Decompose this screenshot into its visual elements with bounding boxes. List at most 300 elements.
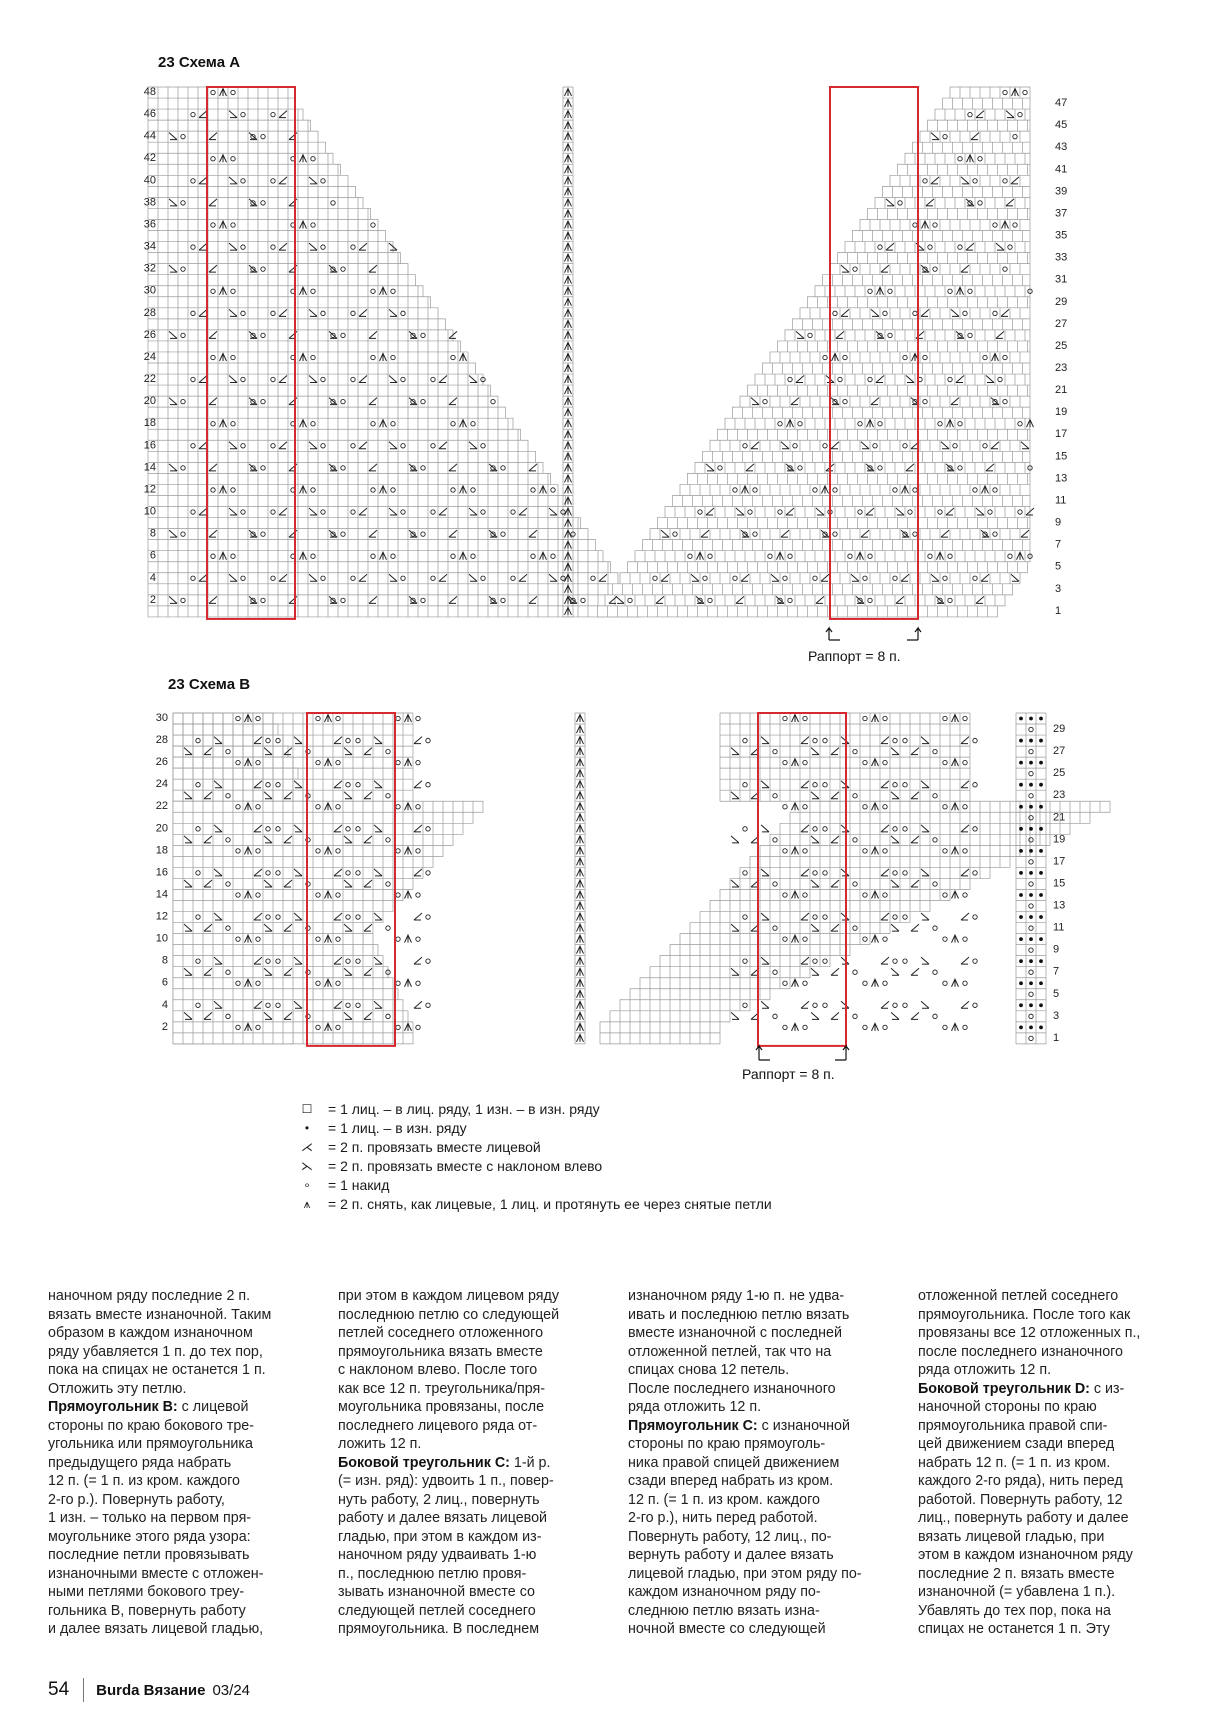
k2tog-icon	[881, 1001, 889, 1008]
text-line	[628, 1509, 890, 1528]
double-decrease-icon	[577, 869, 584, 877]
double-decrease-icon	[577, 726, 584, 734]
k2tog-icon	[881, 781, 889, 788]
text-span: п., последнюю петлю провя-	[338, 1565, 527, 1582]
text-line	[918, 1528, 1180, 1547]
text-span: этом в каждом изнаночном ряду	[918, 1547, 1133, 1563]
text-line	[48, 1380, 310, 1399]
yarn-over-icon	[903, 1003, 907, 1007]
yarn-over-icon	[973, 915, 977, 919]
text-span: последнюю петлю со следующей	[338, 1306, 560, 1323]
double-decrease-icon	[565, 431, 572, 439]
row-number: 5	[1053, 987, 1060, 1000]
text-span: стороны по краю бокового тре-	[48, 1417, 254, 1434]
yarn-over-icon	[893, 959, 897, 963]
row-number: 17	[1053, 855, 1066, 868]
row-number: 1	[1055, 604, 1062, 617]
text-line	[918, 1454, 1180, 1473]
double-decrease-icon	[565, 177, 572, 185]
row-number: 26	[155, 756, 168, 769]
row-number: 36	[143, 218, 156, 231]
double-decrease-icon	[565, 387, 572, 395]
double-decrease-icon	[565, 353, 572, 361]
purl-dot-icon	[1029, 1025, 1033, 1029]
k2tog-icon	[831, 968, 839, 975]
purl-dot-icon	[1039, 717, 1043, 721]
row-number: 23	[1053, 789, 1066, 802]
double-decrease-icon	[565, 155, 572, 163]
page-footer	[48, 1678, 250, 1702]
yarn-over-icon	[396, 760, 400, 764]
k2tog-icon	[801, 781, 809, 788]
section-heading: Прямоугольник С:	[628, 1417, 758, 1434]
double-decrease-icon	[405, 979, 412, 987]
text-line	[48, 1546, 310, 1565]
row-number: 3	[1053, 1009, 1060, 1022]
chart-b-title: 23 Схема В	[168, 676, 251, 693]
yarn-over-icon	[416, 981, 420, 985]
text-line	[628, 1361, 890, 1380]
text-span: работу и далее вязать лицевой	[338, 1510, 548, 1526]
yarn-over-icon	[416, 716, 420, 720]
rapport-arrow-right	[907, 628, 921, 640]
row-number: 2	[161, 1020, 168, 1033]
text-span: ряда отложить 12 п.	[918, 1362, 1052, 1378]
k2tog-icon	[831, 1012, 839, 1019]
yarn-over-icon	[863, 760, 867, 764]
double-decrease-icon	[565, 442, 572, 450]
text-span: сзади вперед набрать из кром.	[628, 1473, 834, 1489]
k2tog-icon	[364, 792, 372, 799]
purl-dot-icon	[1039, 981, 1043, 985]
issue-number: 03/24	[212, 1681, 251, 1699]
purl-dot-icon	[1029, 717, 1033, 721]
text-line	[628, 1398, 890, 1417]
double-decrease-icon	[577, 792, 584, 800]
text-span: ника правой спицей движением	[628, 1454, 840, 1471]
text-span: моугольнике этого ряда узора:	[48, 1528, 251, 1545]
text-span: 2-го р.), нить перед работой.	[628, 1510, 818, 1526]
text-span: провязаны все 12 отложенных п.,	[918, 1325, 1141, 1341]
yarn-over-icon	[803, 1025, 807, 1029]
yarn-over-icon	[1029, 882, 1033, 886]
row-number: 4	[161, 998, 168, 1011]
yarn-over-icon	[1029, 1014, 1033, 1018]
text-line	[628, 1472, 890, 1491]
text-line	[918, 1472, 1180, 1491]
text-line	[918, 1435, 1180, 1454]
double-decrease-icon	[565, 199, 572, 207]
text-span: Отложить эту петлю.	[48, 1380, 187, 1397]
row-number: 14	[155, 888, 168, 901]
text-line	[48, 1565, 310, 1584]
row-number: 16	[143, 439, 156, 452]
text-line	[338, 1398, 600, 1417]
double-decrease-icon	[565, 409, 572, 417]
purl-dot-icon	[1019, 1003, 1023, 1007]
purl-dot-icon	[1019, 827, 1023, 831]
purl-dot-icon	[1019, 783, 1023, 787]
text-line	[48, 1306, 310, 1325]
k2tog-icon	[334, 737, 342, 744]
double-decrease-icon	[565, 475, 572, 483]
k2tog-icon	[881, 957, 889, 964]
k2tog-icon	[801, 737, 809, 744]
purl-dot-icon	[1019, 937, 1023, 941]
row-number: 40	[143, 174, 156, 187]
text-span: изнаночной (= убавлена 1 п.).	[918, 1584, 1116, 1600]
text-line	[48, 1509, 310, 1528]
text-line	[338, 1380, 600, 1399]
k2tog-icon	[334, 781, 342, 788]
double-decrease-icon	[952, 979, 959, 987]
row-number: 24	[155, 778, 168, 791]
text-line	[628, 1343, 890, 1362]
yarn-over-icon	[1029, 992, 1033, 996]
purl-dot-icon	[1029, 827, 1033, 831]
text-span: вернуть работу и далее вязать	[628, 1547, 834, 1563]
text-span: с лицевой	[177, 1399, 249, 1415]
k2tog-icon	[364, 748, 372, 755]
yarn-over-icon	[803, 981, 807, 985]
yarn-over-icon	[903, 738, 907, 742]
text-span: каждого 2-го ряда), нить перед	[918, 1473, 1123, 1489]
double-decrease-icon	[577, 858, 584, 866]
text-line	[918, 1491, 1180, 1510]
text-line	[918, 1546, 1180, 1565]
text-line	[918, 1380, 1180, 1399]
double-decrease-icon	[565, 100, 572, 108]
yarn-over-icon	[893, 738, 897, 742]
double-decrease-icon	[577, 1012, 584, 1020]
yarn-over-icon	[386, 749, 390, 753]
text-line	[338, 1417, 600, 1436]
text-line	[338, 1546, 600, 1565]
yarn-over-icon	[893, 1003, 897, 1007]
legend-text: = 1 накид	[328, 1177, 390, 1193]
text-span: цей движением сзади вперед	[918, 1436, 1115, 1452]
yarn-over-icon	[903, 959, 907, 963]
double-decrease-icon	[405, 891, 412, 899]
purl-dot-icon	[1039, 805, 1043, 809]
row-number: 6	[149, 549, 156, 562]
row-number: 10	[143, 505, 156, 518]
double-decrease-icon	[577, 913, 584, 921]
row-number: 9	[1053, 943, 1060, 956]
row-number: 33	[1055, 251, 1068, 264]
purl-dot-icon	[1029, 783, 1033, 787]
ssk-icon	[811, 1012, 819, 1019]
purl-dot-icon	[1039, 959, 1043, 963]
text-line	[338, 1472, 600, 1491]
purl-dot-icon	[1029, 805, 1033, 809]
yarn-over-icon	[883, 937, 887, 941]
text-line	[628, 1583, 890, 1602]
yarn-over-icon	[883, 716, 887, 720]
text-span: каждом изнаночном ряду по-	[628, 1584, 821, 1600]
k2tog-icon	[414, 913, 422, 920]
text-column-2	[338, 1287, 600, 1639]
row-number: 48	[143, 86, 156, 98]
text-span: ными петлями бокового треу-	[48, 1584, 245, 1600]
double-decrease-icon	[565, 320, 572, 328]
double-decrease-icon	[952, 715, 959, 723]
text-span: ивать и последнюю петлю вязать	[628, 1306, 850, 1323]
double-decrease-icon	[577, 891, 584, 899]
purl-dot-icon	[1039, 783, 1043, 787]
yarn-over-icon: ∘	[303, 1178, 311, 1192]
row-number: 8	[149, 527, 156, 540]
row-number: 1	[1053, 1031, 1060, 1044]
row-number: 17	[1055, 428, 1068, 441]
purl-dot-icon	[1019, 893, 1023, 897]
double-decrease-icon	[577, 968, 584, 976]
double-decrease-icon	[577, 1023, 584, 1031]
text-span: зывать изнаночной вместе со	[338, 1584, 535, 1600]
text-line	[48, 1583, 310, 1602]
ssk-icon	[374, 737, 382, 744]
text-span: петлей соседнего отложенного	[338, 1325, 544, 1341]
purl-dot-icon	[1039, 937, 1043, 941]
row-number: 43	[1055, 141, 1068, 154]
double-decrease-icon	[577, 902, 584, 910]
text-span: спицах снова 12 петель.	[628, 1362, 790, 1378]
row-number: 12	[143, 483, 156, 496]
row-number: 18	[143, 417, 156, 430]
purl-dot-icon	[1039, 915, 1043, 919]
yarn-over-icon	[773, 749, 777, 753]
ssk-icon	[891, 748, 899, 755]
text-line	[338, 1565, 600, 1584]
text-span: (= изн. ряд): удвоить 1 п., повер-	[338, 1473, 554, 1489]
yarn-over-icon	[813, 782, 817, 786]
text-span: вместе изнаночной с последней	[628, 1325, 842, 1341]
yarn-over-icon	[943, 981, 947, 985]
row-number: 11	[1053, 921, 1065, 934]
yarn-over-icon	[346, 782, 350, 786]
text-span: наночном ряду удваивать 1-ю	[338, 1547, 537, 1563]
purl-dot-icon	[1019, 805, 1023, 809]
double-decrease-icon	[565, 221, 572, 229]
purl-dot-icon	[1019, 915, 1023, 919]
yarn-over-icon	[853, 970, 857, 974]
purl-dot-icon	[1019, 761, 1023, 765]
ssk-icon	[731, 792, 739, 799]
yarn-over-icon	[356, 738, 360, 742]
double-decrease-icon	[872, 1023, 879, 1031]
text-line	[338, 1509, 600, 1528]
double-decrease-icon	[405, 935, 412, 943]
yarn-over-icon	[803, 760, 807, 764]
purl-dot-icon	[1019, 849, 1023, 853]
text-line	[918, 1602, 1180, 1621]
section-heading: Боковой треугольник D:	[918, 1380, 1090, 1397]
dot-icon: •	[304, 1121, 310, 1135]
double-decrease-icon	[792, 803, 799, 811]
row-number: 37	[1055, 207, 1068, 220]
row-number: 19	[1053, 833, 1066, 846]
yarn-over-icon	[973, 959, 977, 963]
row-number: 16	[155, 866, 168, 879]
text-line	[48, 1472, 310, 1491]
yarn-over-icon	[973, 1003, 977, 1007]
k2tog-icon: ⋌	[301, 1140, 313, 1154]
text-column-3	[628, 1287, 890, 1639]
yarn-over-icon	[426, 915, 430, 919]
yarn-over-icon	[346, 738, 350, 742]
purl-dot-icon	[1039, 849, 1043, 853]
text-line	[48, 1454, 310, 1473]
text-line	[918, 1565, 1180, 1584]
text-span: гладью, при этом в каждом из-	[338, 1528, 542, 1545]
yarn-over-icon	[396, 937, 400, 941]
yarn-over-icon	[1029, 771, 1033, 775]
k2tog-icon	[414, 781, 422, 788]
yarn-over-icon	[1029, 1036, 1033, 1040]
purl-dot-icon	[1039, 871, 1043, 875]
text-span: наночном ряду последние 2 п.	[48, 1288, 251, 1304]
yarn-over-icon	[416, 1025, 420, 1029]
yarn-over-icon	[783, 1025, 787, 1029]
yarn-over-icon	[416, 893, 420, 897]
ssk-icon	[811, 968, 819, 975]
double-decrease-icon	[872, 759, 879, 767]
text-span: последние петли провязывать	[48, 1547, 250, 1563]
row-number: 9	[1055, 516, 1062, 529]
row-number: 29	[1055, 295, 1068, 308]
text-line	[338, 1343, 600, 1362]
legend-item	[296, 1119, 772, 1138]
text-span: с изнаночной	[757, 1417, 850, 1434]
text-line	[338, 1287, 600, 1306]
double-decrease-icon	[405, 715, 412, 723]
row-number: 35	[1055, 229, 1068, 242]
row-number: 34	[143, 240, 156, 253]
legend-item	[296, 1138, 772, 1157]
row-number: 13	[1053, 899, 1066, 912]
rapport-arrow-left	[826, 628, 840, 640]
yarn-over-icon	[396, 981, 400, 985]
double-decrease-icon	[577, 847, 584, 855]
row-number: 21	[1053, 811, 1066, 824]
yarn-over-icon	[943, 1025, 947, 1029]
text-span: при этом в каждом лицевом ряду	[338, 1288, 560, 1304]
text-line	[48, 1602, 310, 1621]
k2tog-icon	[911, 968, 919, 975]
purl-dot-icon	[1019, 1025, 1023, 1029]
double-decrease-icon	[565, 453, 572, 461]
text-line	[338, 1361, 600, 1380]
yarn-over-icon	[933, 1014, 937, 1018]
row-number: 13	[1055, 472, 1068, 485]
k2tog-icon	[831, 748, 839, 755]
row-number: 25	[1055, 339, 1068, 352]
text-span: 1-й р.	[509, 1454, 551, 1471]
text-span: прямоугольника вязать вместе	[338, 1343, 543, 1360]
text-span: моугольника провязаны, после	[338, 1399, 545, 1415]
row-number: 3	[1055, 582, 1062, 595]
chart-b-rapport-label: Раппорт = 8 п.	[742, 1066, 835, 1082]
row-number: 24	[143, 350, 156, 363]
legend-item	[296, 1195, 772, 1214]
text-line	[628, 1324, 890, 1343]
rapport-arrow-left	[756, 1046, 770, 1060]
text-span: спицах не останется 1 п. Эту	[918, 1621, 1110, 1637]
text-line	[918, 1398, 1180, 1417]
text-column-1	[48, 1287, 310, 1639]
text-line	[48, 1287, 310, 1306]
row-number: 11	[1055, 494, 1067, 507]
yarn-over-icon	[1029, 727, 1033, 731]
double-decrease-icon	[577, 825, 584, 833]
text-line	[918, 1287, 1180, 1306]
text-line	[338, 1324, 600, 1343]
legend-text: = 1 лиц. – в изн. ряду	[328, 1120, 467, 1136]
purl-dot-icon	[1039, 1025, 1043, 1029]
text-span: Повернуть работу, 12 лиц., по-	[628, 1528, 832, 1545]
double-decrease-icon	[565, 420, 572, 428]
text-span: прямоугольника правой спи-	[918, 1417, 1108, 1434]
text-line	[628, 1546, 890, 1565]
yarn-over-icon	[316, 716, 320, 720]
yarn-over-icon	[316, 760, 320, 764]
legend-text: = 2 п. провязать вместе лицевой	[328, 1139, 541, 1155]
yarn-over-icon	[973, 782, 977, 786]
purl-dot-icon	[1029, 915, 1033, 919]
k2tog-icon	[961, 913, 969, 920]
ssk-icon	[761, 781, 769, 788]
double-decrease-icon	[577, 1034, 584, 1042]
legend-text: = 2 п. провязать вместе с наклоном влево	[328, 1158, 603, 1174]
text-line	[48, 1491, 310, 1510]
yarn-over-icon	[863, 981, 867, 985]
row-number: 25	[1053, 767, 1066, 780]
row-number: 45	[1055, 119, 1068, 132]
purl-dot-icon	[1039, 739, 1043, 743]
yarn-over-icon	[853, 794, 857, 798]
k2tog-icon	[961, 957, 969, 964]
double-decrease-icon	[577, 803, 584, 811]
page-number: 54	[48, 1679, 70, 1700]
ssk-icon	[921, 957, 929, 964]
purl-dot-icon	[1029, 871, 1033, 875]
text-span: изнаночном ряду 1-ю п. не удва-	[628, 1288, 845, 1304]
ssk-icon: ⋋	[301, 1159, 313, 1173]
ssk-icon	[731, 836, 739, 843]
double-decrease-icon	[565, 365, 572, 373]
purl-dot-icon	[1029, 959, 1033, 963]
text-span: образом в каждом изнаночном	[48, 1325, 253, 1341]
text-line	[48, 1398, 310, 1417]
ssk-icon	[761, 737, 769, 744]
double-decrease-icon	[792, 759, 799, 767]
yarn-over-icon	[386, 794, 390, 798]
text-span: ряда отложить 12 п.	[628, 1399, 762, 1415]
text-line	[338, 1528, 600, 1547]
text-span: следнюю петлю вязать изна-	[628, 1602, 820, 1619]
row-number: 15	[1053, 877, 1066, 890]
double-decrease-icon	[565, 265, 572, 273]
text-span: изнаночными вместе с отложен-	[48, 1565, 264, 1582]
ssk-icon	[344, 748, 352, 755]
yarn-over-icon	[813, 1003, 817, 1007]
double-decrease-icon	[565, 232, 572, 240]
k2tog-icon	[911, 748, 919, 755]
yarn-over-icon	[426, 1003, 430, 1007]
ssk-icon	[921, 781, 929, 788]
yarn-over-icon	[386, 926, 390, 930]
row-number: 28	[143, 306, 156, 319]
